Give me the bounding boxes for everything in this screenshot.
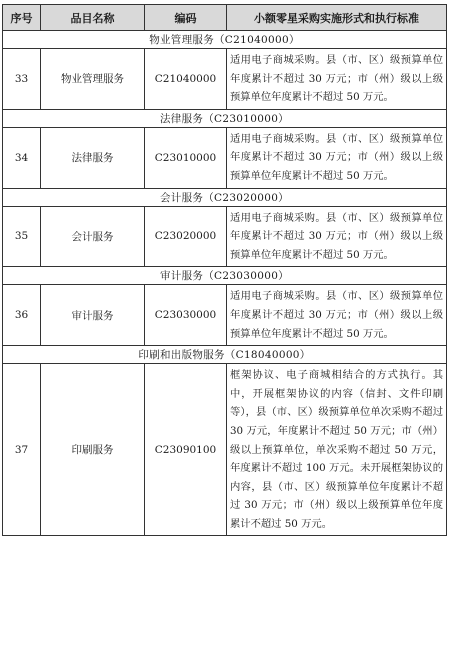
category-label: 印刷和出版物服务（C18040000） [3,346,447,364]
row-no: 33 [3,49,41,110]
table-row [3,206,447,267]
row-standard: 适用电子商城采购。县（市、区）级预算单位年度累计不超过 30 万元；市（州）级以上级预算单位年度累计不超过 50 万元。 [227,49,447,110]
row-item-name: 会计服务 [41,206,145,267]
row-code: C23090100 [145,364,227,536]
table-row [3,49,447,110]
row-standard: 适用电子商城采购。县（市、区）级预算单位年度累计不超过 30 万元；市（州）级以上级预算单位年度累计不超过 50 万元。 [227,127,447,188]
row-standard: 适用电子商城采购。县（市、区）级预算单位年度累计不超过 30 万元；市（州）级以上级预算单位年度累计不超过 50 万元。 [227,206,447,267]
category-row [3,31,447,49]
category-label: 审计服务（C23030000） [3,267,447,285]
header-no: 序号 [3,5,41,31]
row-item-name: 审计服务 [41,285,145,346]
category-row [3,346,447,364]
row-standard: 框架协议、电子商城相结合的方式执行。其中，开展框架协议的内容（信封、文件印刷等），县（市、区）级预算单位单次采购不超过 30 万元，年度累计不超过 50 万元；市（州）级以上预算单位，单次采购不超过 50 万元，年度累计不超过 100 万元。未开展框架协议的内容，县（市、区）级预算单位年度累计不超过 30 万元；市（州）级以上级预算单位年度累计不超过 50 万元。 [227,364,447,536]
category-row [3,109,447,127]
category-label: 会计服务（C23020000） [3,188,447,206]
row-item-name: 物业管理服务 [41,49,145,110]
row-no: 35 [3,206,41,267]
row-no: 36 [3,285,41,346]
table-row [3,364,447,536]
category-row [3,188,447,206]
procurement-standards-table [2,4,447,536]
row-no: 37 [3,364,41,536]
row-no: 34 [3,127,41,188]
category-row [3,267,447,285]
row-code: C23010000 [145,127,227,188]
row-code: C23030000 [145,285,227,346]
category-label: 法律服务（C23010000） [3,109,447,127]
category-label: 物业管理服务（C21040000） [3,31,447,49]
table-row [3,127,447,188]
header-code: 编码 [145,5,227,31]
table-row [3,285,447,346]
header-standard: 小额零星采购实施形式和执行标准 [227,5,447,31]
row-code: C23020000 [145,206,227,267]
header-row [3,5,447,31]
row-code: C21040000 [145,49,227,110]
row-standard: 适用电子商城采购。县（市、区）级预算单位年度累计不超过 30 万元；市（州）级以上级预算单位年度累计不超过 50 万元。 [227,285,447,346]
header-item-name: 品目名称 [41,5,145,31]
row-item-name: 法律服务 [41,127,145,188]
row-item-name: 印刷服务 [41,364,145,536]
